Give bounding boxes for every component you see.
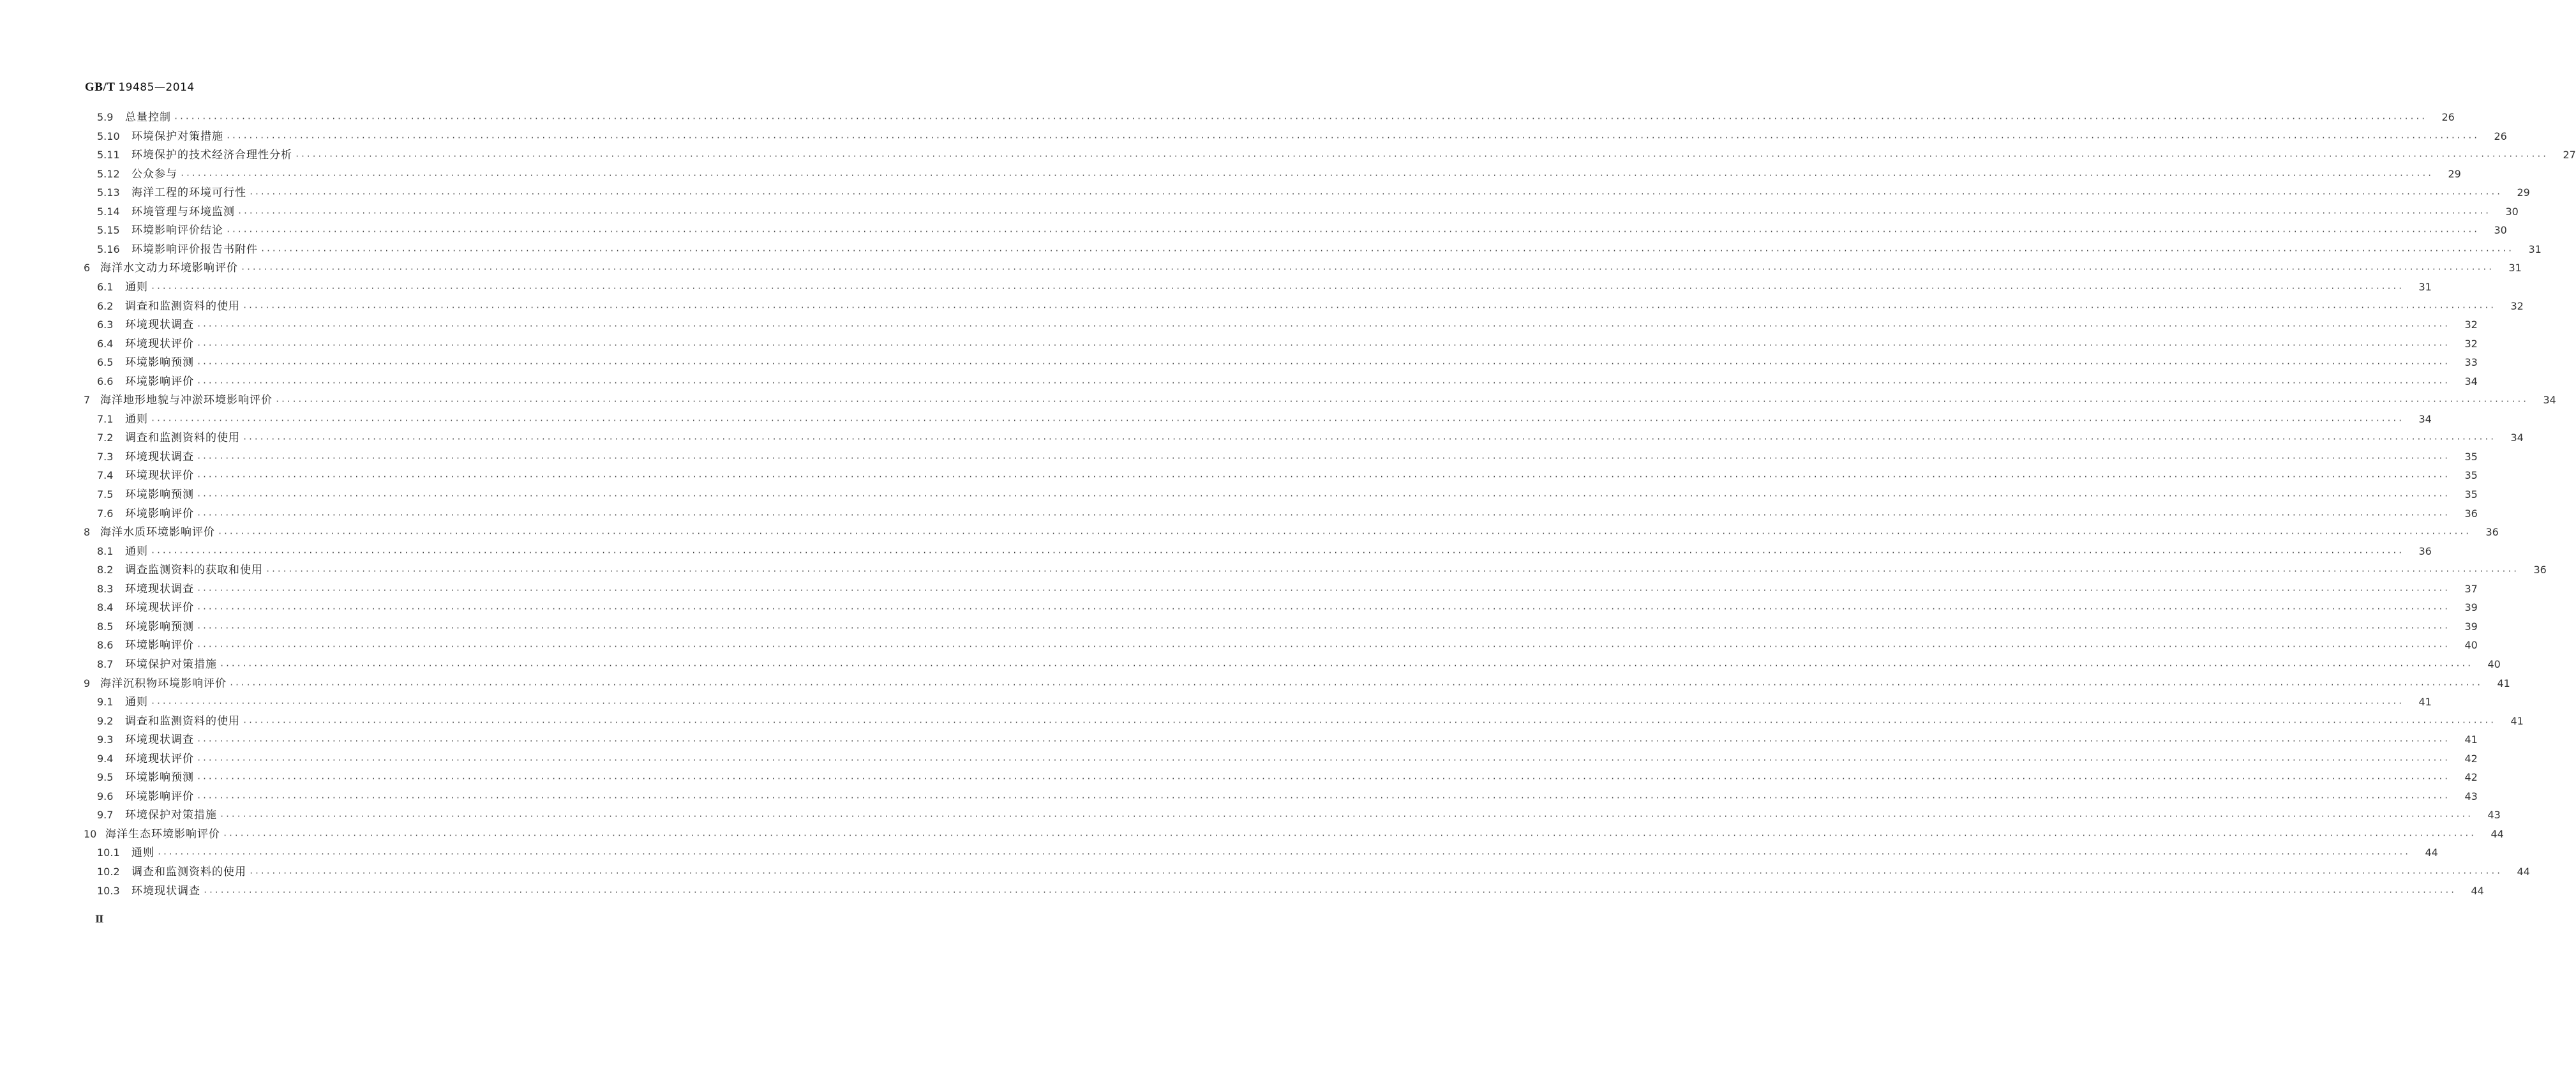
toc-entry-title: 环境现状评价 [125,752,194,765]
toc-entry-number: 5.14 [97,205,120,218]
toc-entry-page: 37 [2464,582,2478,595]
toc-entry-number: 5.13 [97,186,120,199]
toc-entry-number: 9.1 [97,696,114,709]
toc-entry-page: 27 [2563,149,2576,162]
toc-entry-title: 环境管理与环境监测 [131,205,235,218]
toc-dot-leader: ················································································································································································································································································································································································································ [197,472,2450,482]
page-folio: Ⅱ [95,913,103,925]
toc-entry-title: 调查监测资料的获取和使用 [125,564,263,577]
toc-dot-leader: ················································································································································································································································································································································································································ [203,887,2456,897]
toc-entry[interactable] [0,596,2478,615]
toc-entry[interactable] [0,747,2478,766]
toc-entry-page: 42 [2464,752,2478,765]
toc-entry-title: 调查和监测资料的使用 [125,299,240,313]
toc-entry-number: 9.5 [97,771,114,784]
toc-entry[interactable] [0,879,2484,898]
toc-dot-leader: ················································································································································································································································································································································································································ [197,737,2450,746]
toc-entry-number: 8.7 [97,658,114,670]
toc-dot-leader: ················································································································································································································································································································································································································ [229,680,2482,689]
toc-entry-page: 35 [2464,450,2478,463]
toc-entry-page: 32 [2510,299,2524,312]
toc-entry[interactable] [0,445,2478,464]
toc-entry-title: 环境保护的技术经济合理性分析 [131,149,292,162]
toc-entry-number: 7.2 [97,432,114,444]
toc-dot-leader: ················································································································································································································································································································································································································ [243,718,2496,727]
toc-entry-title: 环境现状评价 [125,601,194,615]
toc-dot-leader: ················································································································································································································································································································································································································ [174,114,2427,123]
toc-entry-number: 10 [84,827,97,840]
toc-entry[interactable] [0,822,2504,841]
toc-entry-page: 34 [2418,412,2432,425]
toc-entry-page: 43 [2464,790,2478,802]
toc-entry-page: 40 [2464,639,2478,652]
toc-dot-leader: ················································································································································································································································································································································································································ [197,642,2450,652]
toc-entry[interactable] [0,841,2438,860]
toc-entry[interactable] [0,463,2478,483]
toc-entry-number: 6.2 [97,299,114,312]
toc-entry-number: 8.1 [97,545,114,557]
toc-dot-leader: ················································································································································································································································································································································································································ [197,793,2450,802]
toc-dot-leader: ················································································································································································································································································································································································································ [260,246,2513,255]
toc-entry-page: 32 [2464,337,2478,350]
toc-entry-title: 海洋地形地貌与冲淤环境影响评价 [100,394,273,407]
standard-code [85,80,195,94]
toc-entry[interactable] [0,426,2524,445]
toc-entry-page: 34 [2464,375,2478,387]
toc-entry-number: 8.6 [97,639,114,652]
toc-entry-number: 5.10 [97,130,120,142]
toc-dot-leader: ················································································································································································································································································································································································································ [197,510,2450,520]
toc-entry-title: 海洋水文动力环境影响评价 [100,262,238,275]
toc-entry-title: 环境影响预测 [125,620,194,633]
toc-dot-leader: ················································································································································································································································································································································································································ [220,812,2473,822]
toc-entry-page: 41 [2418,696,2432,709]
toc-entry[interactable] [0,143,2576,162]
toc-dot-leader: ················································································································································································································································································································································································································ [151,548,2404,557]
toc-entry[interactable] [0,577,2478,596]
toc-entry-page: 39 [2464,601,2478,614]
toc-entry-number: 6 [84,262,91,274]
toc-entry[interactable] [0,294,2524,313]
toc-dot-leader: ················································································································································································································································································································································································································ [197,774,2450,784]
toc-entry[interactable] [0,350,2478,370]
toc-entry-number: 8.5 [97,620,114,633]
toc-entry-page: 44 [2425,846,2438,859]
toc-entry-number: 8.3 [97,582,114,595]
toc-entry-number: 5.11 [97,149,120,162]
toc-entry-page: 40 [2487,658,2501,670]
toc-entry[interactable] [0,520,2499,539]
toc-entry-number: 10.2 [97,866,120,878]
toc-entry-number: 6.1 [97,280,114,293]
toc-dot-leader: ················································································································································································································································································································································································································ [197,453,2450,463]
toc-entry[interactable] [0,370,2478,389]
toc-entry-page: 41 [2510,714,2524,727]
toc-entry-title: 调查和监测资料的使用 [125,714,240,728]
toc-dot-leader: ················································································································································································································································································································································································································ [220,661,2473,670]
toc-dot-leader: ················································································································································································································································································································································································································ [266,567,2519,576]
toc-entry-title: 环境影响预测 [125,356,194,370]
toc-entry-number: 7 [84,394,91,407]
toc-entry-number: 6.3 [97,319,114,331]
toc-entry-title: 通则 [131,846,154,860]
toc-entry[interactable] [0,388,2556,407]
toc-entry[interactable] [0,313,2478,332]
toc-entry-number: 7.3 [97,450,114,463]
toc-entry[interactable] [0,652,2501,672]
toc-entry-number: 9.2 [97,714,114,727]
toc-entry-title: 海洋工程的环境可行性 [131,186,246,200]
toc-entry-number: 7.4 [97,469,114,482]
toc-dot-leader: ················································································································································································································································································································································································································ [243,303,2496,312]
toc-dot-leader: ················································································································································································································································································································································································································ [151,416,2404,425]
toc-dot-leader: ················································································································································································································································································································································································································ [180,170,2433,180]
toc-entry-number: 6.6 [97,375,114,387]
toc-dot-leader: ················································································································································································································································································································································································································ [223,831,2476,840]
toc-entry-number: 5.9 [97,111,114,123]
toc-entry[interactable] [0,672,2510,691]
toc-entry[interactable] [0,615,2478,634]
toc-entry-number: 7.1 [97,412,114,425]
toc-entry-page: 44 [2471,884,2484,897]
toc-entry-page: 42 [2464,771,2478,784]
toc-dot-leader: ················································································································································································································································································································································································································ [226,227,2479,237]
toc-entry-page: 35 [2464,469,2478,482]
toc-entry-title: 环境影响预测 [125,771,194,785]
toc-dot-leader: ················································································································································································································································································································································································································ [237,208,2490,218]
toc-entry-page: 26 [2441,111,2455,123]
toc-entry[interactable] [0,332,2478,351]
toc-entry-page: 44 [2517,866,2530,878]
toc-entry-page: 43 [2487,809,2501,822]
toc-entry-page: 31 [2528,243,2542,255]
toc-entry-number: 5.12 [97,167,120,180]
toc-dot-leader: ················································································································································································································································································································································································································ [197,623,2450,633]
toc-entry[interactable] [0,256,2522,275]
toc-entry-number: 10.1 [97,846,120,859]
toc-entry-title: 通则 [125,545,148,558]
toc-entry-title: 环境影响评价 [125,507,194,520]
toc-entry[interactable] [0,785,2478,804]
toc-dot-leader: ················································································································································································································································································································································································································ [197,492,2450,500]
toc-entry-page: 33 [2464,356,2478,369]
toc-entry-number: 8.2 [97,564,114,576]
toc-entry-page: 41 [2497,677,2510,689]
toc-entry-title: 环境现状调查 [131,884,200,898]
toc-entry-page: 36 [2533,564,2547,576]
toc-dot-leader: ················································································································································································································································································································································································································ [197,378,2450,387]
toc-entry[interactable] [0,275,2432,294]
toc-entry[interactable] [0,860,2530,879]
toc-entry-title: 环境现状调查 [125,450,194,463]
toc-entry-title: 海洋水质环境影响评价 [100,526,215,539]
toc-entry[interactable] [0,124,2507,144]
toc-entry-page: 44 [2490,827,2504,840]
toc-entry-number: 10.3 [97,884,120,897]
toc-entry[interactable] [0,803,2501,822]
toc-entry-title: 环境影响评价报告书附件 [131,243,258,256]
toc-entry[interactable] [0,728,2478,747]
toc-entry-title: 环境保护对策措施 [125,658,217,671]
toc-entry-title: 公众参与 [131,167,177,181]
toc-entry-title: 环境保护对策措施 [131,130,223,143]
toc-entry-number: 7.6 [97,507,114,520]
toc-dot-leader: ················································································································································································································································································································································································································ [197,585,2450,595]
toc-entry-title: 环境现状评价 [125,337,194,350]
toc-entry-number: 5.15 [97,224,120,237]
toc-entry[interactable] [0,105,2455,124]
toc-entry-page: 26 [2494,130,2507,142]
toc-entry-title: 环境现状调查 [125,582,194,596]
toc-entry-page: 34 [2510,432,2524,444]
toc-entry-page: 41 [2464,733,2478,746]
toc-entry-page: 32 [2464,319,2478,331]
toc-entry-title: 环境现状调查 [125,319,194,332]
toc-entry-title: 通则 [125,280,148,294]
toc-entry-title: 通则 [125,412,148,426]
toc-dot-leader: ················································································································································································································································································································································································································ [295,152,2548,162]
standard-prefix: GB/T [85,80,116,94]
toc-dot-leader: ················································································································································································································································································································································································································ [249,869,2502,878]
toc-entry[interactable] [0,709,2524,728]
toc-entry-number: 7.5 [97,488,114,500]
toc-entry[interactable] [0,765,2478,785]
toc-entry-page: 36 [2485,526,2499,539]
toc-entry-number: 9.4 [97,752,114,765]
toc-entry[interactable] [0,237,2542,257]
toc-entry-page: 29 [2517,186,2530,199]
toc-entry-title: 环境影响评价 [125,639,194,652]
toc-entry-title: 环境影响评价 [125,790,194,803]
toc-entry-number: 6.5 [97,356,114,369]
toc-dot-leader: ················································································································································································································································································································································································································ [226,133,2479,142]
toc-entry[interactable] [0,539,2432,559]
toc-entry-number: 6.4 [97,337,114,350]
toc-entry[interactable] [0,162,2461,181]
toc-dot-leader: ················································································································································································································································································································································································································ [151,699,2404,709]
toc-entry-title: 调查和监测资料的使用 [125,432,240,445]
toc-entry-title: 总量控制 [125,111,171,124]
toc-entry-title: 环境现状评价 [125,469,194,483]
toc-entry-page: 36 [2418,545,2432,557]
toc-dot-leader: ················································································································································································································································································································································································································ [197,322,2450,331]
toc-entry[interactable] [0,502,2478,521]
toc-entry-page: 39 [2464,620,2478,633]
toc-dot-leader: ················································································································································································································································································································································································································ [275,397,2528,407]
toc-entry-number: 8.4 [97,601,114,614]
toc-dot-leader: ················································································································································································································································································································································································································ [241,265,2494,274]
toc-entry-title: 环境保护对策措施 [125,809,217,822]
toc-dot-leader: ················································································································································································································································································································································································································ [151,283,2404,293]
toc-entry-title: 调查和监测资料的使用 [131,866,246,878]
toc-dot-leader: ················································································································································································································································································································································································································ [218,529,2471,539]
toc-entry-page: 31 [2418,280,2432,293]
toc-entry[interactable] [0,483,2478,502]
toc-dot-leader: ················································································································································································································································································································································································································ [197,340,2450,350]
toc-dot-leader: ················································································································································································································································································································································································································ [157,850,2410,859]
toc-entry-page: 36 [2464,507,2478,520]
toc-entry-title: 环境影响预测 [125,488,194,501]
toc-entry-page: 35 [2464,488,2478,500]
toc-entry[interactable] [0,407,2432,426]
toc-entry-page: 34 [2543,394,2556,407]
toc-entry[interactable] [0,690,2432,709]
toc-dot-leader: ················································································································································································································································································································································································································ [197,359,2450,369]
toc-entry[interactable] [0,200,2519,219]
toc-entry-page: 30 [2494,224,2507,237]
toc-dot-leader: ················································································································································································································································································································································································································ [197,605,2450,614]
toc-entry-page: 31 [2508,262,2522,274]
toc-entry[interactable] [0,633,2478,652]
toc-entry-number: 8 [84,526,91,539]
toc-entry-number: 9.7 [97,809,114,822]
toc-dot-leader: ················································································································································································································································································································································································································ [197,755,2450,765]
toc-entry-number: 9.6 [97,790,114,802]
toc-entry-number: 9.3 [97,733,114,746]
toc-entry-number: 5.16 [97,243,120,255]
toc-entry-title: 通则 [125,696,148,709]
toc-dot-leader: ················································································································································································································································································································································································································ [243,435,2496,444]
toc-entry[interactable] [0,218,2507,237]
toc-dot-leader: ················································································································································································································································································································································································································ [249,190,2502,199]
toc-entry-title: 海洋生态环境影响评价 [105,827,220,841]
toc-entry-title: 海洋沉积物环境影响评价 [100,677,227,690]
toc-entry-title: 环境现状调查 [125,733,194,747]
toc-entry-title: 环境影响评价 [125,375,194,388]
toc-entry-page: 30 [2505,205,2519,218]
toc-entry-number: 9 [84,677,91,689]
toc-entry[interactable] [0,558,2547,577]
standard-number: 19485—2014 [118,81,195,94]
toc-entry-title: 环境影响评价结论 [131,224,223,237]
toc-entry-page: 29 [2448,167,2461,180]
toc-entry[interactable] [0,181,2530,200]
